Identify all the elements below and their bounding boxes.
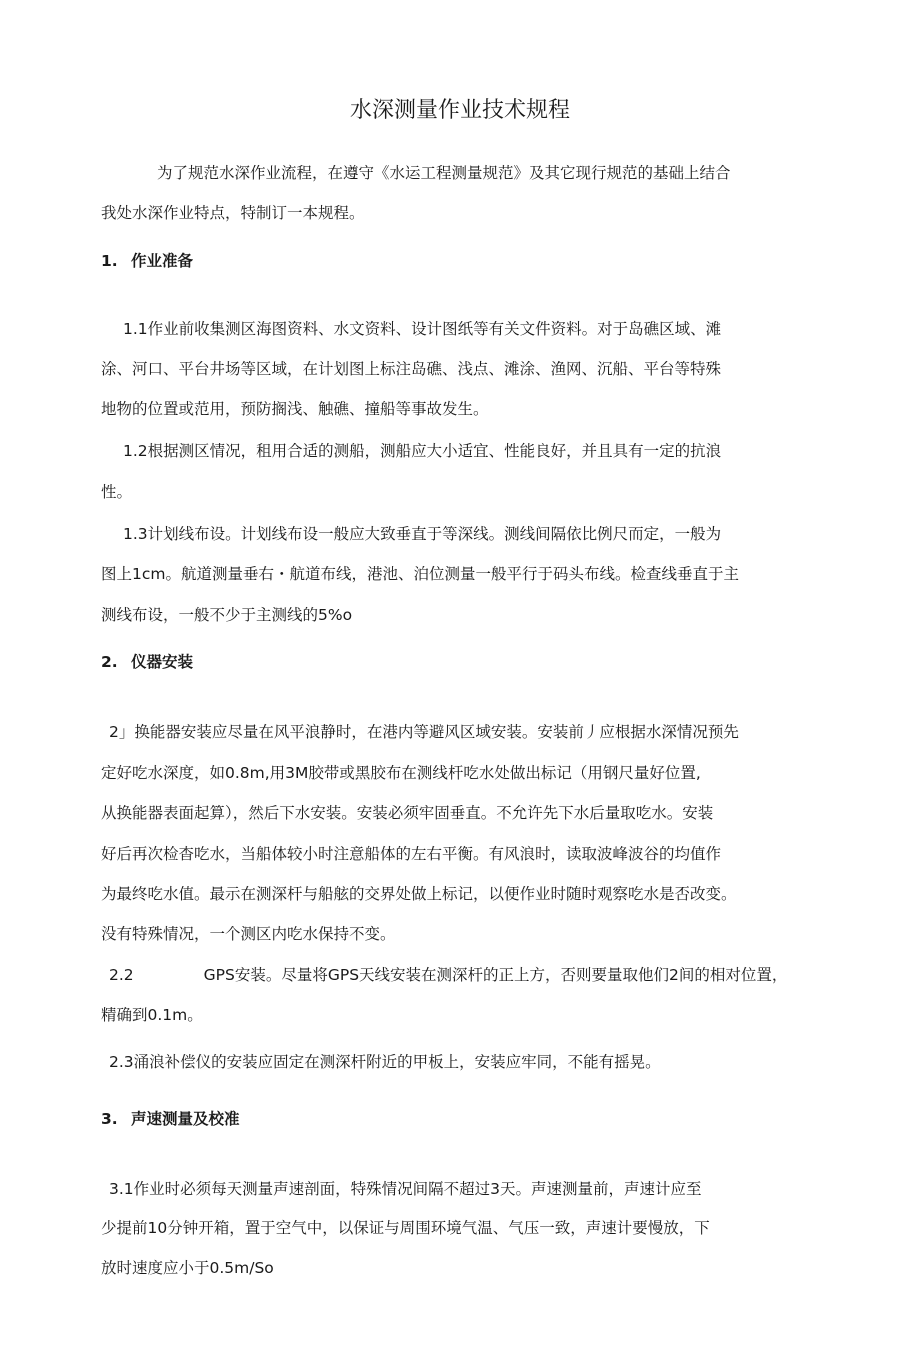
paragraph-line: 地物的位置或范用，预防搁浅、触礁、撞船等事故发生。 [101, 400, 489, 418]
paragraph-line: 测线布设，一般不少于主测线的5%o [101, 606, 353, 624]
paragraph-line: 精确到0.1m。 [101, 1006, 203, 1024]
paragraph-line: 没有特殊情况，一个测区内吃水保持不变。 [101, 925, 396, 943]
section-title: 仪器安装 [131, 653, 194, 671]
section-number: 3. [101, 1110, 118, 1128]
intro-line-1: 为了规范水深作业流程，在遵守《水运工程测量规范》及其它现行规范的基础上结合 [157, 164, 731, 182]
section-heading-3 [101, 1108, 240, 1130]
paragraph-line: 从换能器表面起算），然后下水安装。安装必须牢固垂直。不允许先下水后量取吃水。安装 [101, 804, 714, 822]
intro-line-2: 我处水深作业特点，特制订一本规程。 [101, 204, 365, 222]
paragraph-line: 放时速度应小于0.5m/So [101, 1259, 274, 1277]
section-number: 2. [101, 653, 118, 671]
paragraph-line: 1.1作业前收集测区海图资料、水文资料、设计图纸等有关文件资料。对于岛礁区域、滩 [123, 320, 722, 338]
paragraph-line: 定好吃水深度，如0.8m,用3M胶带或黑胶布在测线杆吃水处做出标记（用钢尺量好位置, [101, 764, 701, 782]
gps-line [109, 964, 787, 986]
paragraph-line: 1.3计划线布设。计划线布设一般应大致垂直于等深线。测线间隔依比例尺而定，一般为 [123, 525, 722, 543]
paragraph-line: 1.2根据测区情况，租用合适的测船，测船应大小适宜、性能良好，并且具有一定的抗浪 [123, 442, 722, 460]
document-title: 水深测量作业技术规程 [349, 98, 570, 123]
paragraph-line: 2」换能器安装应尽量在风平浪静时，在港内等避风区域安装。安装前丿应根据水深情况预先 [109, 723, 739, 741]
section-heading-1 [101, 250, 193, 272]
section-title: 作业准备 [131, 252, 194, 270]
paragraph-line: 2.3涌浪补偿仪的安装应固定在测深杆附近的甲板上，安装应牢同，不能有摇晃。 [109, 1053, 661, 1071]
paragraph-line: 为最终吃水值。最示在测深杆与船舷的交界处做上标记，以便作业时随时观察吃水是否改变。 [101, 885, 737, 903]
paragraph-line: 3.1作业时必须每天测量声速剖面，特殊情况间隔不超过3天。声速测量前，声速计应至 [109, 1180, 702, 1198]
gps-text: GPS安装。尽量将GPS天线安装在测深杆的正上方，否则要量取他们2间的相对位置， [203, 966, 788, 984]
paragraph-line: 性。 [101, 483, 133, 501]
section-number: 1. [101, 252, 118, 270]
paragraph-line: 涂、河口、平台井场等区域，在计划图上标注岛礁、浅点、滩涂、渔网、沉船、平台等特殊 [101, 360, 722, 378]
paragraph-line: 好后再次检杳吃水，当船体较小时注意船体的左右平衡。有风浪时，读取波峰波谷的均值作 [101, 845, 722, 863]
subsection-number: 2.2 [109, 966, 134, 984]
paragraph-line: 少提前10分钟开箱，置于空气中，以保证与周围环境气温、气压一致，声速计要慢放，下 [101, 1219, 710, 1237]
section-heading-2 [101, 651, 193, 673]
paragraph-line: 图上1cm。航道测量垂右・航道布线，港池、泊位测量一般平行于码头布线。检查线垂直于主 [101, 565, 739, 583]
section-title: 声速测量及校准 [131, 1110, 240, 1128]
